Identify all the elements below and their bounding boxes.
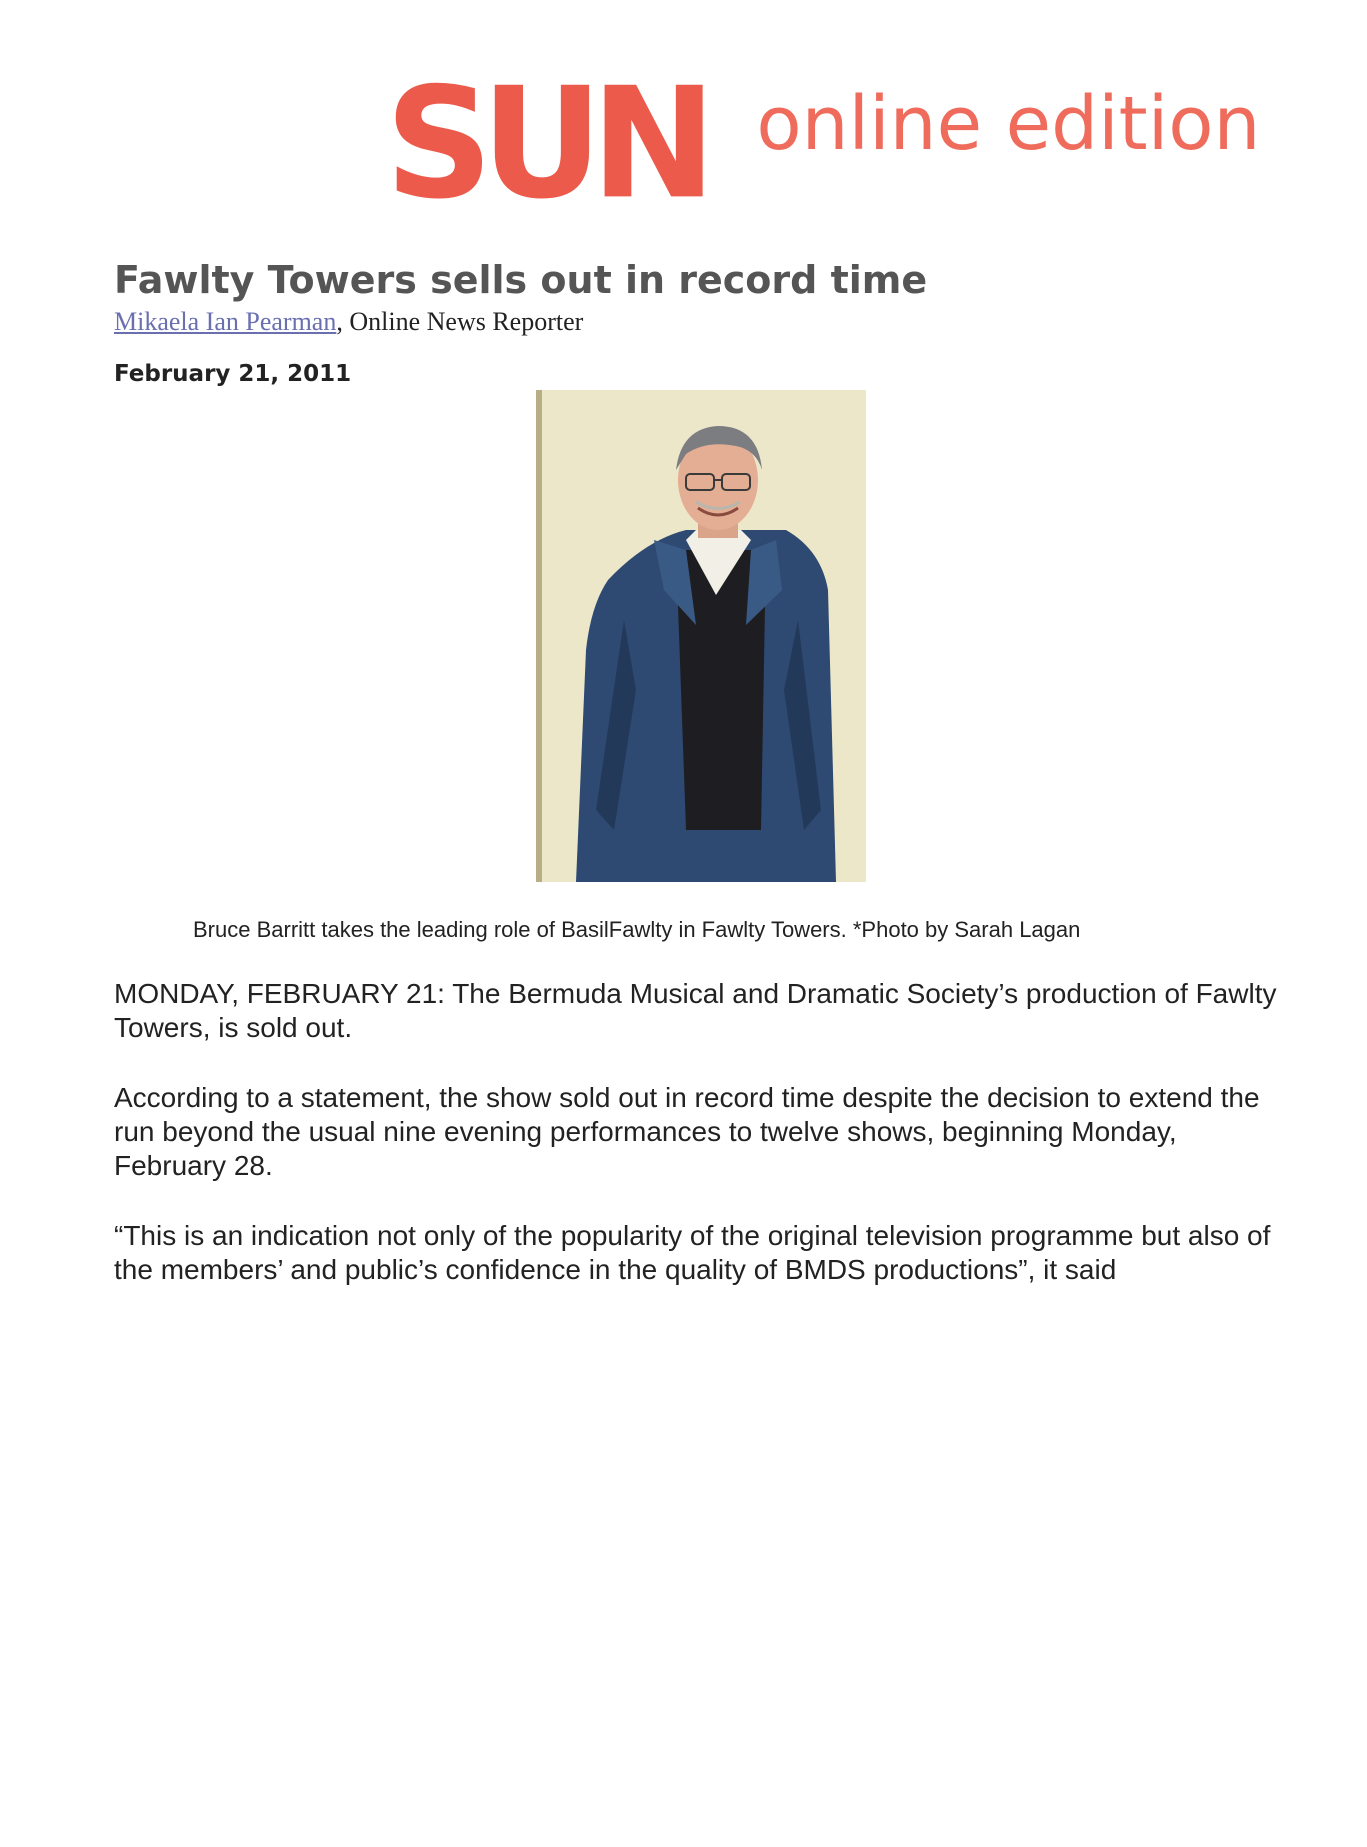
article-photo [536,390,866,882]
masthead [385,55,1261,234]
article-body [114,977,1294,1323]
sun-logo: SUN [385,55,705,234]
paragraph-1: MONDAY, FEBRUARY 21: The Bermuda Musical and Dramatic Society’s production of Fawlty Towers, is sold out. [114,978,1277,1043]
author-role: , Online News Reporter [336,307,584,336]
edition-label: online edition [756,81,1261,167]
publish-date: February 21, 2011 [114,361,352,387]
paragraph-3: “This is an indication not only of the popularity of the original television programme but also of the members’ and public’s confidence in the quality of BMDS productions”, it said [114,1220,1271,1285]
paragraph-2: According to a statement, the show sold out in record time despite the decision to extend the run beyond the usual nine evening performances to twelve shows, beginning Monday, February 28. [114,1082,1260,1181]
photo-illustration [536,390,866,882]
article-headline: Fawlty Towers sells out in record time [114,258,928,302]
byline [114,306,583,338]
author-link[interactable]: Mikaela Ian Pearman [114,307,337,336]
photo-caption: Bruce Barritt takes the leading role of BasilFawlty in Fawlty Towers. *Photo by Sarah Lagan [193,917,1081,942]
